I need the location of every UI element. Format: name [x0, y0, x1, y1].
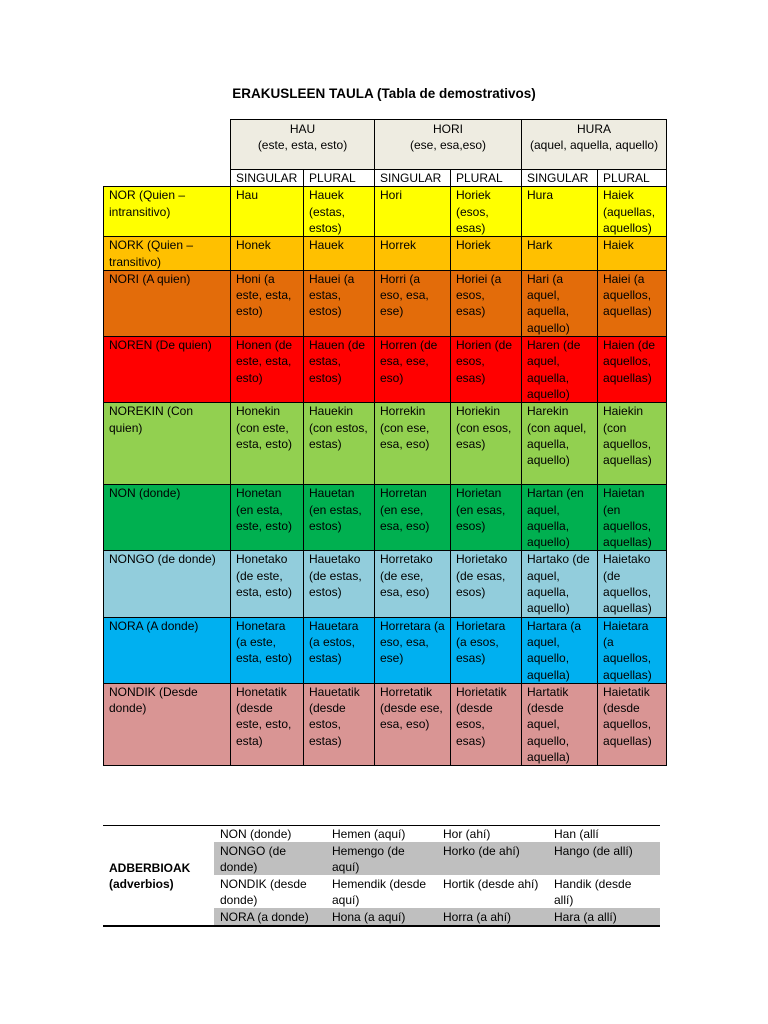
table-cell: Hauetan (en estas, estos) — [304, 485, 375, 551]
group-header-hura — [522, 120, 667, 170]
adverb-row — [103, 825, 660, 842]
row-non — [104, 485, 667, 551]
case-label: NON (donde) — [104, 485, 231, 551]
table-cell: Hauetatik (desde estos, estas) — [304, 683, 375, 765]
adverbs-bottom-rule — [103, 925, 660, 927]
table-cell: Horietan (en esas, esos) — [451, 485, 522, 551]
group-name: HURA — [577, 122, 612, 136]
row-nork — [104, 237, 667, 271]
table-cell: Horretatik (desde ese, esa, eso) — [375, 683, 451, 765]
case-label: NONGO (de donde) — [104, 551, 231, 617]
table-cell: Honetara (a este, esta, esto) — [231, 617, 304, 683]
table-cell: Haiei (a aquellos, aquellas) — [598, 270, 667, 336]
table-cell: Horrekin (con ese, esa, eso) — [375, 403, 451, 485]
table-cell: Hura — [522, 187, 598, 237]
table-cell: Honetan (en esta, este, esto) — [231, 485, 304, 551]
table-cell: Horien (de esos, esas) — [451, 337, 522, 403]
table-cell: Hartan (en aquel, aquella, aquello) — [522, 485, 598, 551]
table-cell: Horren (de esa, ese, eso) — [375, 337, 451, 403]
group-name: HORI — [433, 122, 463, 136]
table-cell: Hari (a aquel, aquella, aquello) — [522, 270, 598, 336]
subheader-cell: SINGULAR — [231, 170, 304, 187]
subheader-cell: PLURAL — [451, 170, 522, 187]
subheader-cell: PLURAL — [304, 170, 375, 187]
table-cell: Horiei (a esos, esas) — [451, 270, 522, 336]
adverb-cell: Hor (ahí) — [443, 827, 491, 841]
table-cell: Honi (a este, esta, esto) — [231, 270, 304, 336]
adverb-cell: NON (donde) — [220, 827, 292, 841]
group-header-hori — [375, 120, 522, 170]
group-header-hau — [231, 120, 375, 170]
table-cell: Horretan (en ese, esa, eso) — [375, 485, 451, 551]
table-cell: Haiek — [598, 237, 667, 271]
adverb-cell: Horko (de ahí) — [437, 842, 548, 875]
adverb-cell: Hango (de allí) — [548, 842, 660, 875]
table-cell: Honetako (de este, esta, esto) — [231, 551, 304, 617]
table-cell: Honetatik (desde este, esto, esta) — [231, 683, 304, 765]
group-name: HAU — [289, 122, 316, 136]
case-label: NORI (A quien) — [104, 270, 231, 336]
row-norekin — [104, 403, 667, 485]
table-cell: Haiekin (con aquellos, aquellas) — [598, 403, 667, 485]
table-cell: Hauek — [304, 237, 375, 271]
demonstratives-table — [103, 119, 667, 766]
adverb-cell: Hemengo (de aquí) — [326, 842, 437, 875]
table-cell: Hauen (de estas, estos) — [304, 337, 375, 403]
number-header-row — [104, 170, 667, 187]
adverb-cell: Hemendik (desde aquí) — [332, 877, 427, 907]
case-label: NOREKIN (Con quien) — [104, 403, 231, 485]
row-nondik — [104, 683, 667, 765]
table-cell: Hauetako (de estas, estos) — [304, 551, 375, 617]
adverb-cell: Hemen (aquí) — [332, 827, 406, 841]
blank-corner — [104, 170, 231, 187]
adverb-cell: Hona (a aquí) — [326, 908, 437, 925]
subheader-cell: SINGULAR — [375, 170, 451, 187]
table-cell: Honek — [231, 237, 304, 271]
adverb-cell: Hara (a allí) — [548, 908, 660, 925]
table-cell: Hartatik (desde aquel, aquello, aquella) — [522, 683, 598, 765]
table-cell: Horietara (a esos, esas) — [451, 617, 522, 683]
table-cell: Horri (a eso, esa, ese) — [375, 270, 451, 336]
table-cell: Hauek (estas, estos) — [304, 187, 375, 237]
table-cell: Haren (de aquel, aquella, aquello) — [522, 337, 598, 403]
adverb-cell: NONGO (de donde) — [214, 842, 326, 875]
blank-corner — [104, 120, 231, 170]
table-cell: Hori — [375, 187, 451, 237]
table-cell: Horretako (de ese, esa, eso) — [375, 551, 451, 617]
subheader-cell: PLURAL — [598, 170, 667, 187]
adverbs-table — [103, 825, 660, 925]
table-cell: Hartako (de aquel, aquella, aquello) — [522, 551, 598, 617]
group-gloss: (este, esta, esto) — [257, 138, 348, 153]
table-cell: Haiek (aquellas, aquellos) — [598, 187, 667, 237]
group-header-row — [104, 120, 667, 170]
table-cell: Honen (de este, esta, esto) — [231, 337, 304, 403]
page-title: ERAKUSLEEN TAULA (Tabla de demostrativos) — [232, 86, 536, 101]
case-label: NORK (Quien – transitivo) — [104, 237, 231, 271]
table-cell: Haietatik (desde aquellos, aquellas) — [598, 683, 667, 765]
subheader-cell: SINGULAR — [522, 170, 598, 187]
table-cell: Horiekin (con esos, esas) — [451, 403, 522, 485]
case-label: NORA (A donde) — [104, 617, 231, 683]
adverb-cell: Han (allí — [554, 827, 599, 841]
group-gloss: (ese, esa,eso) — [409, 138, 487, 153]
table-cell: Hartara (a aquel, aquello, aquella) — [522, 617, 598, 683]
table-cell: Haietako (de aquellos, aquellas) — [598, 551, 667, 617]
row-nor — [104, 187, 667, 237]
table-cell: Horiek — [451, 237, 522, 271]
case-label: NOREN (De quien) — [104, 337, 231, 403]
table-cell: Hauei (a estas, estos) — [304, 270, 375, 336]
adverb-cell: NONDIK (desde donde) — [220, 877, 307, 907]
table-cell: Horietatik (desde esos, esas) — [451, 683, 522, 765]
adverb-cell: Horra (a ahí) — [437, 908, 548, 925]
adverb-cell: Handik (desde allí) — [554, 877, 632, 907]
row-nori — [104, 270, 667, 336]
table-cell: Horrek — [375, 237, 451, 271]
case-label: NOR (Quien – intransitivo) — [104, 187, 231, 237]
row-nongo — [104, 551, 667, 617]
table-cell: Honekin (con este, esta, esto) — [231, 403, 304, 485]
table-cell: Horretara (a eso, esa, ese) — [375, 617, 451, 683]
row-nora — [104, 617, 667, 683]
table-cell: Hauekin (con estos, estas) — [304, 403, 375, 485]
table-cell: Horiek (esos, esas) — [451, 187, 522, 237]
group-gloss: (aquel, aquella, aquello) — [529, 138, 659, 153]
table-cell: Horietako (de esas, esos) — [451, 551, 522, 617]
case-label: NONDIK (Desde donde) — [104, 683, 231, 765]
adverb-cell: NORA (a donde) — [214, 908, 326, 925]
table-cell: Harekin (con aquel, aquella, aquello) — [522, 403, 598, 485]
table-cell: Haien (de aquellos, aquellas) — [598, 337, 667, 403]
table-cell: Haietan (en aquellos, aquellas) — [598, 485, 667, 551]
table-cell: Hau — [231, 187, 304, 237]
table-cell: Haietara (a aquellos, aquellas) — [598, 617, 667, 683]
table-cell: Hark — [522, 237, 598, 271]
adverbs-label: ADBERBIOAK (adverbios) — [109, 860, 191, 891]
row-noren — [104, 337, 667, 403]
table-cell: Hauetara (a estos, estas) — [304, 617, 375, 683]
adverb-cell: Hortik (desde ahí) — [443, 877, 539, 891]
